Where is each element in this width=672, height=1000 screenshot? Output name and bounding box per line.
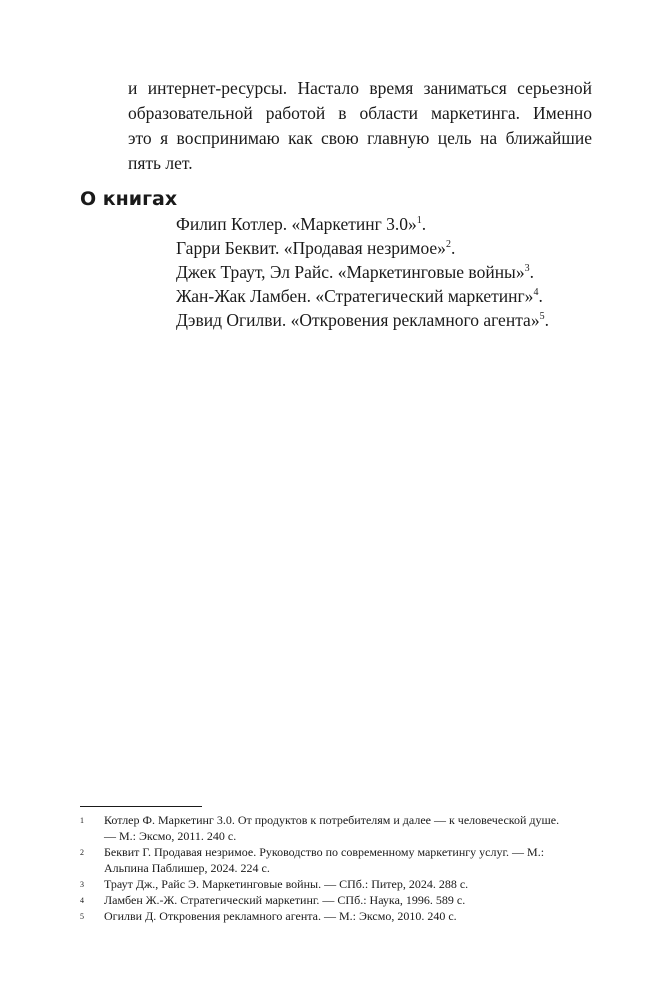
book-item [176, 308, 549, 332]
footnote-text: Котлер Ф. Маркетинг 3.0. От продуктов к потребителям и далее — к человеческой душе. — М.: Эксмо, 2011. 240 с. [104, 813, 560, 843]
footnote [80, 844, 560, 876]
book-item [176, 284, 549, 308]
book-item [176, 260, 549, 284]
book-list [176, 212, 549, 332]
intro-line: пять лет. [128, 153, 193, 173]
book-end: . [450, 238, 456, 258]
book-end: . [421, 214, 427, 234]
book-item [176, 212, 549, 236]
intro-line: и интернет-ресурсы. Настало время заниматься серьезной [128, 78, 592, 98]
footnote [80, 876, 560, 892]
book-end: . [538, 286, 543, 306]
footnote-text: Огилви Д. Откровения рекламного агента. — М.: Эксмо, 2010. 240 с. [104, 909, 457, 923]
book-title: Филип Котлер. «Маркетинг 3.0» [176, 214, 417, 234]
footnote-number: 2 [80, 848, 84, 857]
footnote-ref[interactable]: 2 [445, 239, 451, 251]
footnote-ref[interactable]: 3 [524, 263, 530, 275]
book-title: Гарри Беквит. «Продавая незримое» [176, 238, 446, 258]
footnote [80, 908, 560, 924]
footnote-ref[interactable]: 4 [533, 287, 539, 299]
footnote [80, 812, 560, 844]
book-title: Дэвид Огилви. «Откровения рекламного агента» [176, 310, 540, 330]
footnote-text: Траут Дж., Райс Э. Маркетинговые войны. — СПб.: Питер, 2024. 288 с. [104, 877, 469, 891]
intro-line: это я воспринимаю как свою главную цель на ближайшие [128, 128, 592, 148]
section-title: О книгах [80, 188, 178, 210]
footnote-divider [80, 806, 202, 807]
footnote-number: 1 [80, 816, 84, 825]
book-end: . [544, 310, 549, 330]
book-title: Жан-Жак Ламбен. «Стратегический маркетинг» [176, 286, 534, 306]
footnote-text: Ламбен Ж.-Ж. Стратегический маркетинг. — СПб.: Наука, 1996. 589 с. [104, 893, 466, 907]
footnotes-list [80, 812, 560, 924]
footnote-ref[interactable]: 1 [416, 215, 422, 227]
book-item [176, 236, 549, 260]
intro-line: образовательной работой в области маркетинга. Именно [128, 103, 592, 123]
book-end: . [529, 262, 534, 282]
footnote-number: 3 [80, 880, 84, 889]
footnote-text: Беквит Г. Продавая незримое. Руководство по современному маркетингу услуг. — М.: Альпина Паблишер, 2024. 224 с. [104, 845, 545, 875]
book-title: Джек Траут, Эл Райс. «Маркетинговые войны» [176, 262, 525, 282]
footnote [80, 892, 560, 908]
footnote-ref[interactable]: 5 [539, 311, 545, 323]
intro-paragraph [128, 76, 592, 176]
footnote-number: 4 [80, 896, 84, 905]
footnote-number: 5 [80, 912, 84, 921]
